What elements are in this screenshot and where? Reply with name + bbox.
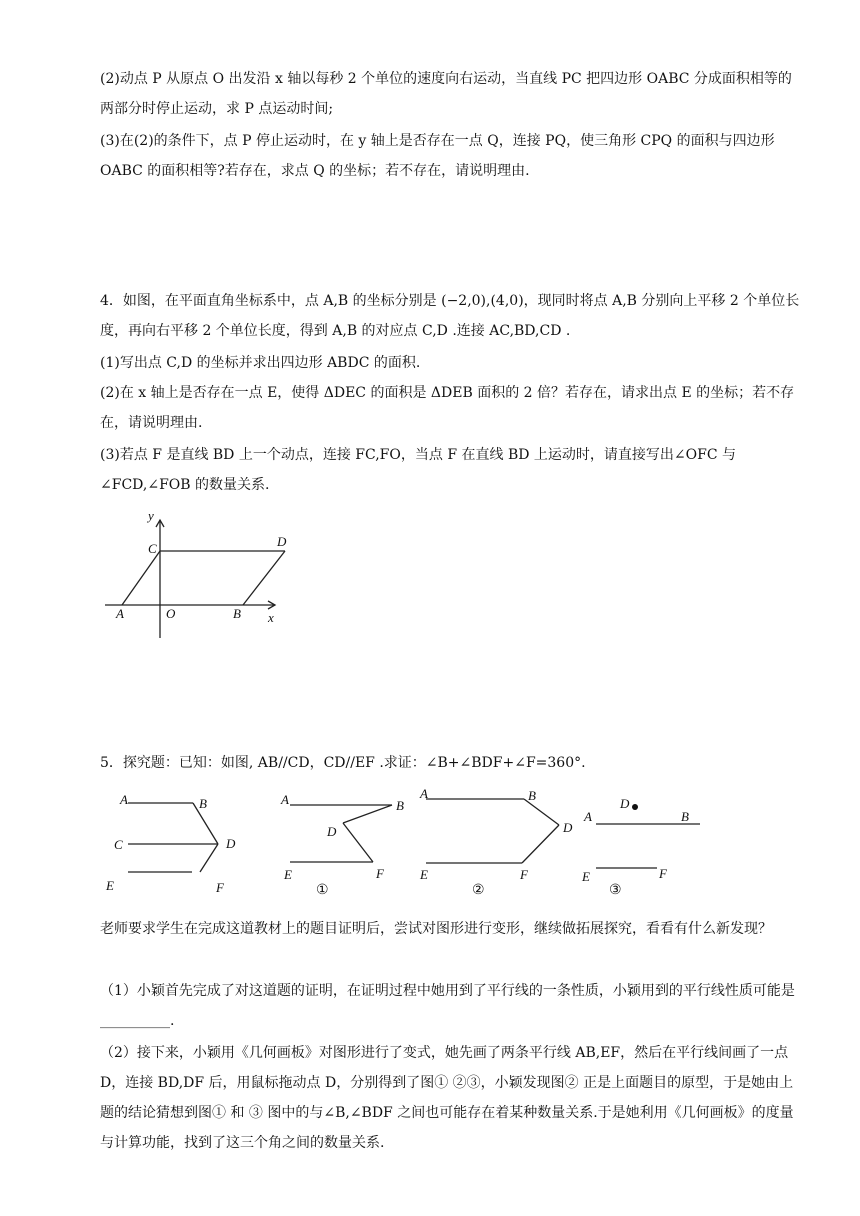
q5-part2: （2）接下来，小颖用《几何画板》对图形进行了变式，她先画了两条平行线 AB,EF，然后在平行线间画了一点 D，连接 BD,DF 后，用鼠标拖动点 D，分别得到了图① ②③，小颖发现图② 正是上面题目的原型，于是她由上题的结论猜想到图① 和 ③ 图中的与∠B,∠BDF 之间也可能存在着某种数量关系.于是她利用《几何画板》的度量与计算功能，找到了这三个角之间的数量关系. [100, 1045, 794, 1151]
fig3-label-A: A [584, 809, 592, 824]
fig2-label-D: D [563, 820, 573, 835]
base-label-A: A [120, 792, 128, 807]
label-B: B [233, 606, 241, 621]
fig1-number: ① [316, 883, 329, 898]
q5-figure-2 [419, 786, 573, 898]
q3-part2: (2)动点 P 从原点 O 出发沿 x 轴以每秒 2 个单位的速度向右运动，当直线 PC 把四边形 OABC 分成面积相等的两部分时停止运动，求 P 点运动时间; [100, 71, 792, 117]
fig3-point-D [632, 804, 638, 810]
fig3-number: ③ [609, 883, 622, 898]
fig3-label-D: D [620, 796, 630, 811]
fig1-label-F: F [376, 866, 384, 881]
q4-part1: (1)写出点 C,D 的坐标并求出四边形 ABDC 的面积. [100, 355, 421, 371]
segment-AC [122, 551, 160, 605]
q5-figures [100, 782, 720, 902]
base-label-B: B [199, 796, 207, 811]
label-C: C [148, 541, 157, 556]
fig3-label-F: F [659, 866, 667, 881]
fig2-label-B: B [528, 788, 536, 803]
q4-part3: (3)若点 F 是直线 BD 上一个动点，连接 FC,FO，当点 F 在直线 BD 上运动时，请直接写出∠OFC 与∠FCD,∠FOB 的数量关系. [100, 447, 736, 493]
fig2-label-F: F [520, 867, 528, 882]
fig1-label-B: B [396, 798, 404, 813]
segment-BD [243, 551, 285, 605]
q4-part2: (2)在 x 轴上是否存在一点 E，使得 ΔDEC 的面积是 ΔDEB 面积的 2 倍？若存在，请求出点 E 的坐标；若不存在，请说明理由. [100, 385, 795, 431]
q4-stem: 4．如图，在平面直角坐标系中，点 A,B 的坐标分别是 (−2,0),(4,0)，现同时将点 A,B 分别向上平移 2 个单位长度，再向右平移 2 个单位长度，得到 A,B 的对应点 C,D .连接 AC,BD,CD . [100, 293, 800, 339]
q5-base-figure [105, 792, 236, 895]
q5-part1: （1）小颖首先完成了对这道题的证明，在证明过程中她用到了平行线的一条性质，小颖用到的平行线性质可能是__________. [100, 983, 795, 1029]
fig2-number: ② [472, 883, 485, 898]
label-y: y [148, 508, 154, 523]
fig3-label-B: B [681, 809, 689, 824]
base-label-F: F [216, 880, 224, 895]
base-label-D: D [226, 836, 236, 851]
q5-intro: 老师要求学生在完成这道教材上的题目证明后，尝试对图形进行变形，继续做拓展探究，看看有什么新发现？ [100, 921, 772, 937]
fig3-label-E: E [582, 869, 590, 884]
fig1-label-D: D [327, 824, 337, 839]
base-label-E: E [106, 878, 114, 893]
label-x: x [268, 610, 274, 625]
fig2-label-A: A [420, 786, 428, 801]
label-O: O [166, 606, 176, 621]
fig1-label-E: E [284, 867, 292, 882]
q3-part3: (3)在(2)的条件下，点 P 停止运动时，在 y 轴上是否存在一点 Q，连接 PQ，使三角形 CPQ 的面积与四边形 OABC 的面积相等?若存在，求点 Q 的坐标；若不存在，请说明理由. [100, 133, 775, 179]
base-label-C: C [114, 837, 123, 852]
label-A: A [116, 606, 124, 621]
q5-figure-3 [581, 796, 700, 898]
q4-figure [100, 510, 300, 640]
fig1-label-A: A [281, 792, 289, 807]
fig2-label-E: E [420, 867, 428, 882]
q5-stem: 5．探究题：已知：如图, AB//CD，CD//EF .求证：∠B+∠BDF+∠F=360°. [100, 755, 586, 771]
label-D: D [277, 534, 287, 549]
q5-figure-1 [280, 792, 404, 898]
